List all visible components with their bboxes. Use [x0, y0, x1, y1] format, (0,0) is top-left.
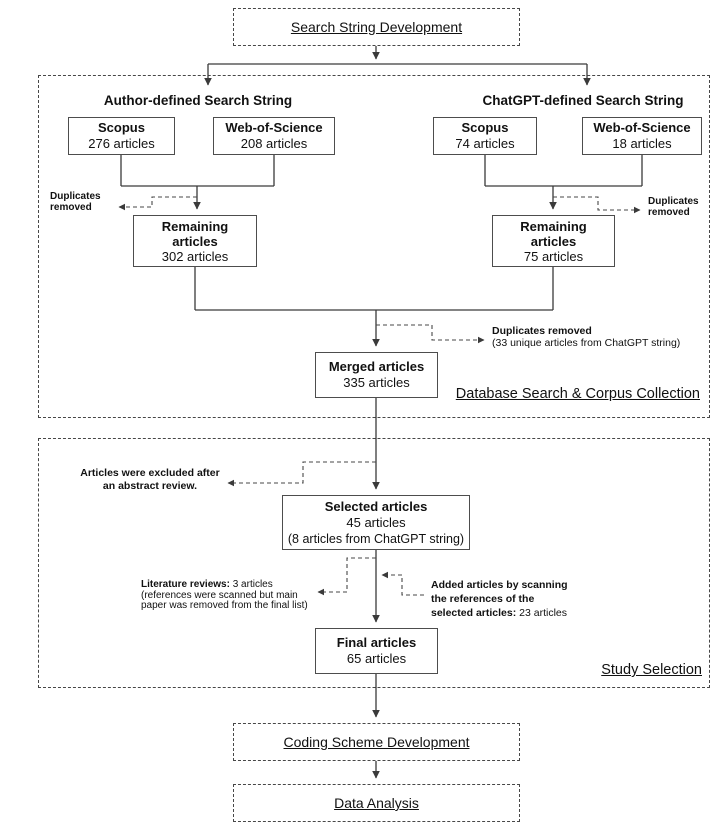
dashed-arrow-added-articles	[382, 575, 424, 595]
author-remaining-box: Remaining articles 302 articles	[133, 215, 257, 267]
author-scopus-count: 276 articles	[88, 136, 155, 151]
dashed-arrow-chatgpt-duplicates	[553, 197, 640, 210]
dashed-arrow-excluded	[228, 462, 376, 483]
chatgpt-wos-title: Web-of-Science	[593, 120, 691, 135]
search-string-development-box	[233, 8, 520, 46]
chatgpt-scopus-count: 74 articles	[455, 136, 515, 151]
study-selection-label: Study Selection	[601, 662, 702, 678]
added-articles-note: Added articles by scanning the references of the selected articles: 23 articles	[431, 579, 568, 619]
chatgpt-scopus-title: Scopus	[461, 120, 509, 135]
author-search-header: Author-defined Search String	[103, 93, 293, 108]
dashed-arrow-author-duplicates	[119, 197, 197, 207]
dashed-arrow-merge-duplicates	[376, 325, 484, 340]
chatgpt-remaining-box: Remaining articles 75 articles	[492, 215, 615, 267]
author-duplicates-note: Duplicates removed	[50, 191, 101, 213]
selected-articles-box: Selected articles 45 articles (8 articles from ChatGPT string)	[282, 495, 470, 550]
merged-count: 335 articles	[343, 375, 410, 390]
data-analysis-box	[233, 784, 520, 822]
chatgpt-scopus-box	[433, 117, 537, 155]
dashed-arrow-literature-reviews	[318, 558, 376, 592]
author-scopus-title: Scopus	[98, 120, 145, 135]
coding-scheme-box	[233, 723, 520, 761]
selected-detail: (8 articles from ChatGPT string)	[287, 531, 465, 546]
chatgpt-remaining-count: 75 articles	[523, 248, 584, 264]
merged-articles-box: Merged articles 335 articles	[315, 352, 438, 398]
merge-duplicates-note: Duplicates removed (33 unique articles from ChatGPT string)	[492, 325, 681, 349]
data-analysis-label: Data Analysis	[334, 795, 419, 811]
corpus-collection-label: Database Search & Corpus Collection	[455, 386, 700, 402]
chatgpt-duplicates-note: Duplicates removed	[648, 196, 699, 218]
excluded-note: Articles were excluded after an abstract review.	[80, 467, 220, 492]
final-count: 65 articles	[346, 651, 407, 666]
chatgpt-search-header: ChatGPT-defined Search String	[482, 93, 684, 108]
coding-scheme-label: Coding Scheme Development	[283, 734, 470, 750]
author-wos-count: 208 articles	[240, 136, 308, 151]
final-articles-box: Final articles 65 articles	[315, 628, 438, 674]
selected-count: 45 articles	[346, 514, 406, 530]
author-remaining-count: 302 articles	[161, 248, 229, 264]
search-string-development-label: Search String Development	[290, 19, 463, 35]
chatgpt-wos-count: 18 articles	[612, 136, 672, 151]
literature-reviews-note: Literature reviews: 3 articles (references were scanned but main paper was removed from the final list)	[141, 579, 308, 611]
author-wos-title: Web-of-Science	[225, 120, 323, 135]
author-wos-box	[213, 117, 335, 155]
author-scopus-box	[68, 117, 175, 155]
chatgpt-wos-box	[582, 117, 702, 155]
